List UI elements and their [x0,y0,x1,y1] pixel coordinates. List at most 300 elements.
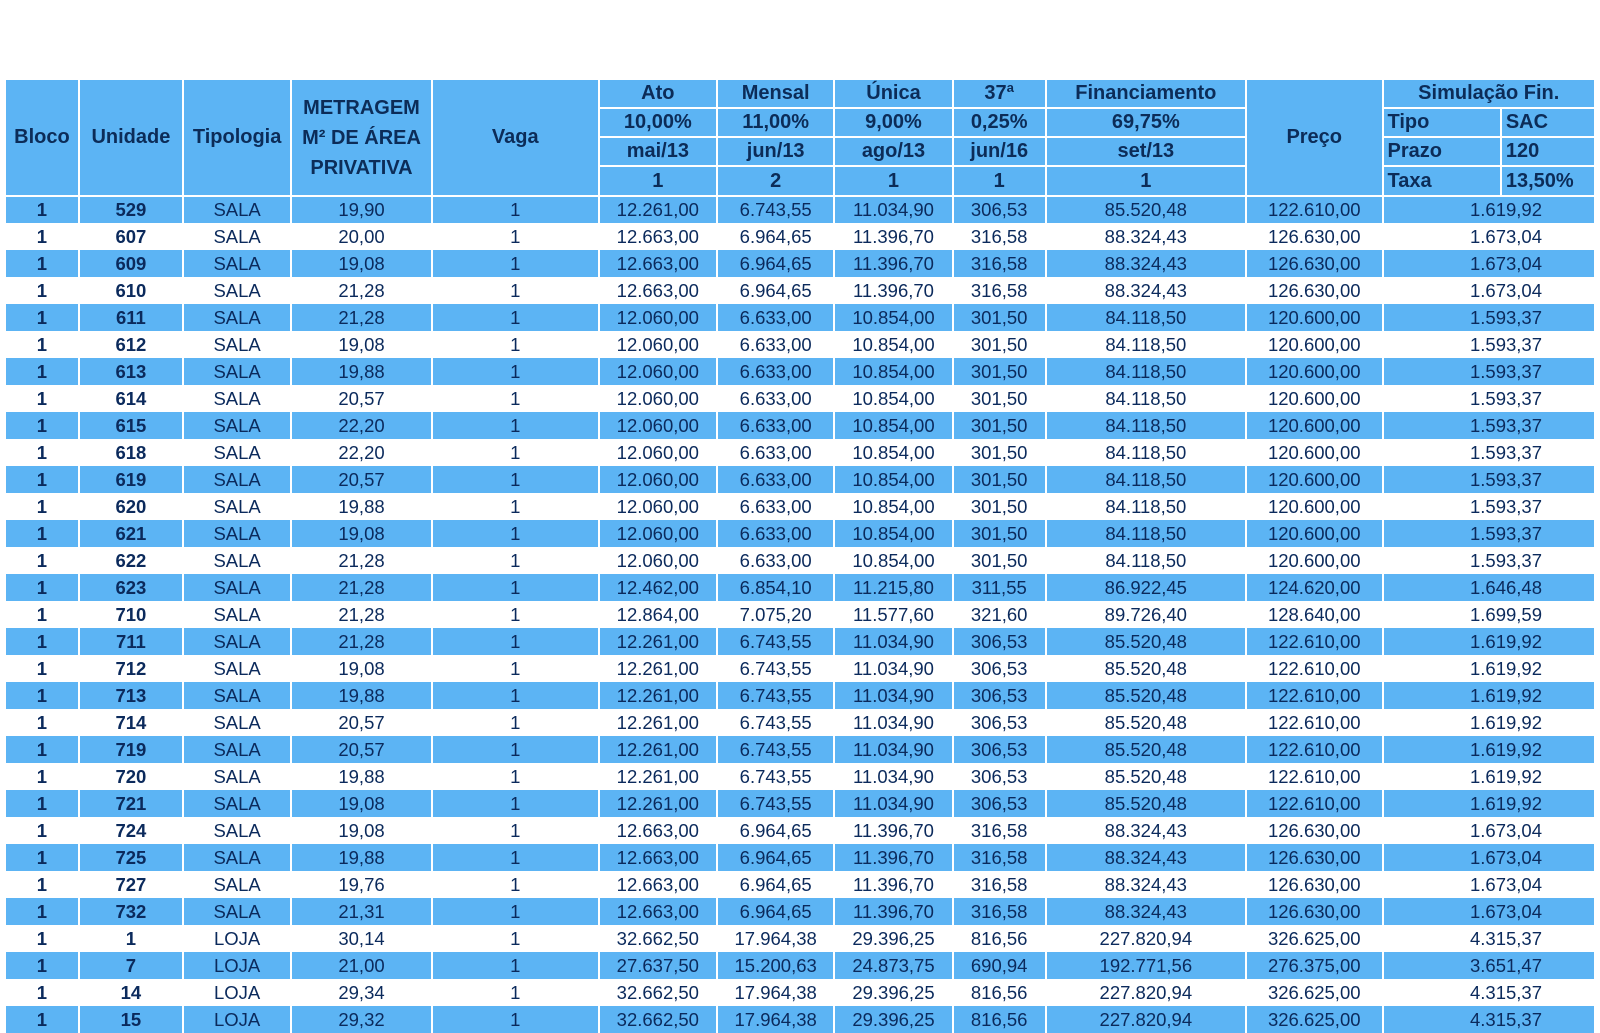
header-ato-date: mai/13 [599,137,717,166]
cell-unidade: 529 [79,196,183,223]
cell-vaga: 1 [432,898,599,925]
cell-unica: 29.396,25 [834,925,952,952]
cell-bloco: 1 [5,520,79,547]
cell-37a: 316,58 [953,250,1046,277]
cell-simulacao: 1.673,04 [1383,223,1596,250]
cell-financiamento: 88.324,43 [1046,844,1246,871]
cell-bloco: 1 [5,304,79,331]
cell-tipologia: SALA [183,574,291,601]
cell-simulacao: 1.619,92 [1383,196,1596,223]
cell-unica: 11.396,70 [834,223,952,250]
table-row [5,223,1595,250]
header-financiamento-date: set/13 [1046,137,1246,166]
cell-preco: 122.610,00 [1246,655,1383,682]
cell-simulacao: 4.315,37 [1383,1006,1596,1033]
cell-financiamento: 227.820,94 [1046,925,1246,952]
header-unica-pct: 9,00% [834,108,952,137]
header-37a-qty: 1 [953,166,1046,196]
header-metragem-line3: PRIVATIVA [310,156,413,179]
cell-tipologia: SALA [183,358,291,385]
header-financiamento: Financiamento [1046,79,1246,108]
cell-bloco: 1 [5,601,79,628]
cell-vaga: 1 [432,466,599,493]
cell-unica: 10.854,00 [834,412,952,439]
cell-ato: 27.637,50 [599,952,717,979]
cell-metragem: 21,28 [291,277,432,304]
cell-unidade: 607 [79,223,183,250]
cell-unica: 11.034,90 [834,790,952,817]
cell-37a: 316,58 [953,277,1046,304]
cell-unica: 10.854,00 [834,331,952,358]
cell-simulacao: 1.699,59 [1383,601,1596,628]
cell-unidade: 614 [79,385,183,412]
cell-37a: 301,50 [953,493,1046,520]
table-row [5,304,1595,331]
cell-tipologia: SALA [183,709,291,736]
cell-preco: 120.600,00 [1246,520,1383,547]
cell-37a: 306,53 [953,628,1046,655]
cell-metragem: 21,00 [291,952,432,979]
cell-vaga: 1 [432,277,599,304]
cell-metragem: 20,00 [291,223,432,250]
cell-mensal: 6.633,00 [717,547,834,574]
cell-financiamento: 84.118,50 [1046,493,1246,520]
header-metragem [291,79,432,196]
cell-financiamento: 89.726,40 [1046,601,1246,628]
cell-ato: 12.261,00 [599,790,717,817]
cell-financiamento: 88.324,43 [1046,277,1246,304]
cell-mensal: 6.964,65 [717,898,834,925]
table-row [5,1006,1595,1033]
cell-metragem: 22,20 [291,439,432,466]
table-header [5,79,1595,196]
cell-ato: 12.060,00 [599,547,717,574]
cell-bloco: 1 [5,763,79,790]
cell-financiamento: 88.324,43 [1046,250,1246,277]
cell-mensal: 17.964,38 [717,979,834,1006]
table-row [5,871,1595,898]
cell-simulacao: 1.593,37 [1383,466,1596,493]
cell-unidade: 609 [79,250,183,277]
cell-metragem: 19,88 [291,358,432,385]
cell-ato: 12.060,00 [599,520,717,547]
cell-metragem: 19,88 [291,844,432,871]
header-unica-qty: 1 [834,166,952,196]
cell-bloco: 1 [5,1006,79,1033]
cell-unidade: 713 [79,682,183,709]
cell-vaga: 1 [432,331,599,358]
cell-bloco: 1 [5,493,79,520]
cell-vaga: 1 [432,844,599,871]
cell-simulacao: 1.593,37 [1383,358,1596,385]
table-row [5,466,1595,493]
header-mensal-date: jun/13 [717,137,834,166]
table-row [5,196,1595,223]
cell-preco: 120.600,00 [1246,493,1383,520]
cell-preco: 126.630,00 [1246,844,1383,871]
cell-37a: 301,50 [953,520,1046,547]
cell-preco: 122.610,00 [1246,709,1383,736]
cell-37a: 316,58 [953,817,1046,844]
cell-simulacao: 1.619,92 [1383,790,1596,817]
cell-financiamento: 85.520,48 [1046,763,1246,790]
cell-vaga: 1 [432,709,599,736]
cell-unidade: 610 [79,277,183,304]
cell-metragem: 19,88 [291,682,432,709]
cell-preco: 120.600,00 [1246,466,1383,493]
cell-ato: 12.261,00 [599,682,717,709]
sim-tipo-value: SAC [1501,108,1595,137]
cell-mensal: 6.854,10 [717,574,834,601]
cell-financiamento: 84.118,50 [1046,520,1246,547]
cell-bloco: 1 [5,952,79,979]
cell-metragem: 19,90 [291,196,432,223]
table-row [5,331,1595,358]
cell-bloco: 1 [5,655,79,682]
cell-unica: 11.034,90 [834,763,952,790]
cell-financiamento: 84.118,50 [1046,331,1246,358]
cell-unidade: 7 [79,952,183,979]
cell-ato: 12.663,00 [599,250,717,277]
cell-vaga: 1 [432,223,599,250]
header-unica: Única [834,79,952,108]
cell-preco: 124.620,00 [1246,574,1383,601]
cell-tipologia: SALA [183,385,291,412]
cell-preco: 120.600,00 [1246,385,1383,412]
cell-metragem: 19,88 [291,493,432,520]
cell-mensal: 6.743,55 [717,655,834,682]
cell-unica: 10.854,00 [834,304,952,331]
cell-vaga: 1 [432,385,599,412]
cell-unica: 10.854,00 [834,466,952,493]
cell-37a: 316,58 [953,223,1046,250]
cell-ato: 12.261,00 [599,763,717,790]
cell-preco: 120.600,00 [1246,412,1383,439]
table-row [5,844,1595,871]
table-row [5,520,1595,547]
cell-preco: 126.630,00 [1246,898,1383,925]
cell-unica: 11.034,90 [834,628,952,655]
cell-preco: 120.600,00 [1246,439,1383,466]
cell-financiamento: 84.118,50 [1046,466,1246,493]
cell-tipologia: SALA [183,466,291,493]
cell-unica: 11.396,70 [834,250,952,277]
cell-simulacao: 4.315,37 [1383,925,1596,952]
cell-unidade: 621 [79,520,183,547]
cell-preco: 126.630,00 [1246,871,1383,898]
cell-unidade: 611 [79,304,183,331]
header-tipologia: Tipologia [183,79,291,196]
cell-bloco: 1 [5,736,79,763]
cell-simulacao: 3.651,47 [1383,952,1596,979]
cell-metragem: 19,88 [291,763,432,790]
cell-financiamento: 88.324,43 [1046,223,1246,250]
cell-financiamento: 84.118,50 [1046,304,1246,331]
cell-ato: 12.060,00 [599,412,717,439]
cell-ato: 12.060,00 [599,304,717,331]
cell-simulacao: 1.619,92 [1383,736,1596,763]
cell-metragem: 19,08 [291,790,432,817]
table-row [5,277,1595,304]
cell-simulacao: 1.619,92 [1383,763,1596,790]
table-row [5,547,1595,574]
cell-preco: 122.610,00 [1246,736,1383,763]
cell-vaga: 1 [432,655,599,682]
cell-simulacao: 1.593,37 [1383,439,1596,466]
cell-preco: 126.630,00 [1246,277,1383,304]
header-financiamento-qty: 1 [1046,166,1246,196]
cell-vaga: 1 [432,790,599,817]
cell-unica: 10.854,00 [834,520,952,547]
cell-vaga: 1 [432,304,599,331]
cell-mensal: 6.964,65 [717,250,834,277]
cell-vaga: 1 [432,1006,599,1033]
cell-unidade: 720 [79,763,183,790]
cell-unica: 10.854,00 [834,493,952,520]
cell-unidade: 724 [79,817,183,844]
cell-metragem: 22,20 [291,412,432,439]
cell-mensal: 6.964,65 [717,223,834,250]
cell-ato: 12.060,00 [599,466,717,493]
cell-unidade: 613 [79,358,183,385]
cell-simulacao: 4.315,37 [1383,979,1596,1006]
cell-tipologia: SALA [183,736,291,763]
cell-mensal: 6.633,00 [717,304,834,331]
cell-metragem: 20,57 [291,466,432,493]
cell-vaga: 1 [432,871,599,898]
table-row [5,655,1595,682]
cell-37a: 306,53 [953,790,1046,817]
cell-metragem: 21,28 [291,547,432,574]
cell-37a: 316,58 [953,871,1046,898]
cell-metragem: 21,28 [291,574,432,601]
cell-tipologia: SALA [183,412,291,439]
table-row [5,439,1595,466]
cell-37a: 301,50 [953,547,1046,574]
cell-ato: 12.663,00 [599,817,717,844]
price-table-container [4,78,1596,1033]
cell-metragem: 19,08 [291,817,432,844]
cell-preco: 122.610,00 [1246,763,1383,790]
cell-37a: 316,58 [953,844,1046,871]
cell-mensal: 6.633,00 [717,331,834,358]
cell-unica: 24.873,75 [834,952,952,979]
table-row [5,412,1595,439]
cell-metragem: 29,34 [291,979,432,1006]
cell-vaga: 1 [432,628,599,655]
cell-bloco: 1 [5,709,79,736]
cell-37a: 301,50 [953,358,1046,385]
cell-bloco: 1 [5,979,79,1006]
cell-unica: 11.396,70 [834,844,952,871]
cell-37a: 301,50 [953,331,1046,358]
cell-unica: 11.396,70 [834,817,952,844]
cell-financiamento: 85.520,48 [1046,682,1246,709]
cell-37a: 816,56 [953,979,1046,1006]
table-row [5,817,1595,844]
cell-financiamento: 84.118,50 [1046,385,1246,412]
cell-tipologia: SALA [183,763,291,790]
cell-ato: 32.662,50 [599,979,717,1006]
cell-simulacao: 1.593,37 [1383,412,1596,439]
cell-37a: 301,50 [953,412,1046,439]
sim-tipo-label: Tipo [1383,108,1501,137]
header-preco: Preço [1246,79,1383,196]
cell-mensal: 6.743,55 [717,736,834,763]
cell-unica: 11.215,80 [834,574,952,601]
cell-financiamento: 85.520,48 [1046,709,1246,736]
cell-unica: 11.396,70 [834,898,952,925]
table-row [5,790,1595,817]
cell-vaga: 1 [432,952,599,979]
cell-unidade: 618 [79,439,183,466]
cell-metragem: 21,31 [291,898,432,925]
cell-unidade: 712 [79,655,183,682]
cell-vaga: 1 [432,682,599,709]
cell-bloco: 1 [5,817,79,844]
header-metragem-line1: METRAGEM [303,96,420,119]
cell-tipologia: SALA [183,439,291,466]
cell-tipologia: SALA [183,304,291,331]
cell-vaga: 1 [432,412,599,439]
cell-37a: 306,53 [953,736,1046,763]
cell-bloco: 1 [5,628,79,655]
cell-mensal: 6.743,55 [717,196,834,223]
header-37a: 37ª [953,79,1046,108]
cell-metragem: 20,57 [291,385,432,412]
table-row [5,385,1595,412]
cell-ato: 12.261,00 [599,655,717,682]
cell-bloco: 1 [5,682,79,709]
cell-metragem: 30,14 [291,925,432,952]
cell-preco: 276.375,00 [1246,952,1383,979]
cell-financiamento: 84.118,50 [1046,547,1246,574]
cell-ato: 12.060,00 [599,439,717,466]
price-table [4,78,1596,1033]
cell-bloco: 1 [5,574,79,601]
cell-simulacao: 1.619,92 [1383,655,1596,682]
sim-prazo-label: Prazo [1383,137,1501,166]
cell-ato: 12.060,00 [599,331,717,358]
cell-preco: 122.610,00 [1246,682,1383,709]
cell-unica: 10.854,00 [834,385,952,412]
cell-bloco: 1 [5,331,79,358]
cell-vaga: 1 [432,574,599,601]
cell-bloco: 1 [5,223,79,250]
cell-bloco: 1 [5,925,79,952]
table-row [5,574,1595,601]
cell-financiamento: 84.118,50 [1046,358,1246,385]
cell-vaga: 1 [432,979,599,1006]
cell-ato: 12.261,00 [599,736,717,763]
cell-metragem: 21,28 [291,304,432,331]
cell-metragem: 19,08 [291,331,432,358]
cell-37a: 301,50 [953,466,1046,493]
cell-preco: 126.630,00 [1246,817,1383,844]
cell-bloco: 1 [5,898,79,925]
cell-financiamento: 85.520,48 [1046,628,1246,655]
cell-financiamento: 227.820,94 [1046,979,1246,1006]
cell-vaga: 1 [432,736,599,763]
cell-preco: 120.600,00 [1246,304,1383,331]
cell-mensal: 6.743,55 [717,709,834,736]
cell-mensal: 15.200,63 [717,952,834,979]
table-row [5,601,1595,628]
cell-mensal: 6.633,00 [717,439,834,466]
cell-unica: 10.854,00 [834,358,952,385]
cell-financiamento: 88.324,43 [1046,817,1246,844]
cell-bloco: 1 [5,547,79,574]
header-simulacao: Simulação Fin. [1383,79,1596,108]
cell-tipologia: SALA [183,655,291,682]
cell-37a: 306,53 [953,196,1046,223]
cell-vaga: 1 [432,925,599,952]
cell-simulacao: 1.593,37 [1383,304,1596,331]
cell-unidade: 612 [79,331,183,358]
cell-vaga: 1 [432,250,599,277]
cell-mensal: 7.075,20 [717,601,834,628]
cell-simulacao: 1.673,04 [1383,817,1596,844]
cell-unica: 29.396,25 [834,1006,952,1033]
cell-financiamento: 86.922,45 [1046,574,1246,601]
cell-preco: 122.610,00 [1246,628,1383,655]
cell-37a: 306,53 [953,709,1046,736]
cell-tipologia: SALA [183,493,291,520]
cell-metragem: 21,28 [291,601,432,628]
cell-simulacao: 1.673,04 [1383,277,1596,304]
cell-unica: 11.396,70 [834,277,952,304]
cell-simulacao: 1.619,92 [1383,628,1596,655]
cell-tipologia: SALA [183,844,291,871]
cell-metragem: 20,57 [291,709,432,736]
cell-tipologia: SALA [183,682,291,709]
cell-mensal: 6.633,00 [717,358,834,385]
cell-tipologia: SALA [183,331,291,358]
cell-metragem: 19,08 [291,250,432,277]
cell-mensal: 6.743,55 [717,790,834,817]
cell-unidade: 727 [79,871,183,898]
cell-mensal: 6.964,65 [717,277,834,304]
cell-bloco: 1 [5,358,79,385]
cell-financiamento: 192.771,56 [1046,952,1246,979]
cell-unidade: 619 [79,466,183,493]
cell-preco: 126.630,00 [1246,223,1383,250]
cell-tipologia: SALA [183,790,291,817]
cell-ato: 12.663,00 [599,844,717,871]
cell-unidade: 721 [79,790,183,817]
cell-preco: 326.625,00 [1246,979,1383,1006]
cell-financiamento: 85.520,48 [1046,655,1246,682]
cell-mensal: 6.743,55 [717,682,834,709]
cell-bloco: 1 [5,277,79,304]
cell-mensal: 6.633,00 [717,412,834,439]
cell-bloco: 1 [5,466,79,493]
cell-ato: 12.261,00 [599,709,717,736]
cell-bloco: 1 [5,412,79,439]
cell-ato: 12.060,00 [599,385,717,412]
header-bloco: Bloco [5,79,79,196]
cell-bloco: 1 [5,871,79,898]
cell-unidade: 711 [79,628,183,655]
cell-ato: 12.060,00 [599,493,717,520]
header-ato-qty: 1 [599,166,717,196]
cell-metragem: 21,28 [291,628,432,655]
cell-ato: 12.864,00 [599,601,717,628]
cell-ato: 12.261,00 [599,628,717,655]
cell-preco: 326.625,00 [1246,1006,1383,1033]
cell-mensal: 6.964,65 [717,871,834,898]
cell-37a: 301,50 [953,304,1046,331]
